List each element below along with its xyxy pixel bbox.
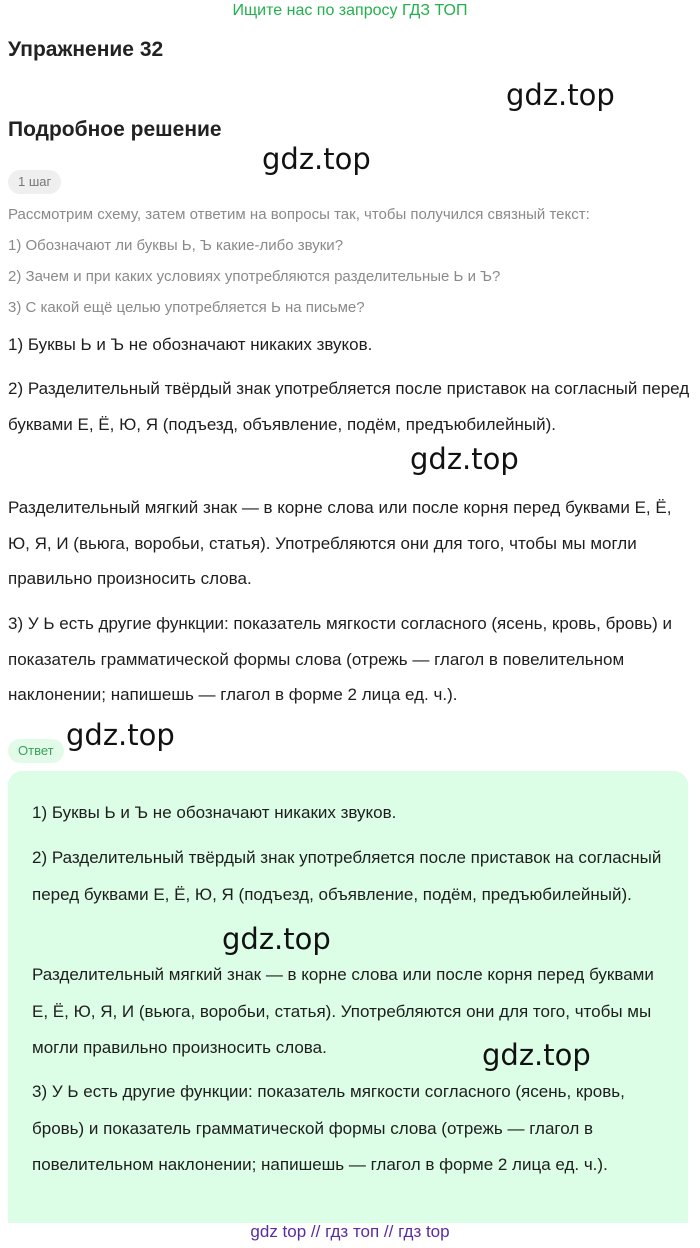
task-intro: Рассмотрим схему, затем ответим на вопросы так, чтобы получился связный текст: [8,206,590,223]
solution-paragraph-4: 3) У Ь есть другие функции: показатель мягкости согласного (ясень, кровь, бровь) и показатель грамматической формы слова (отрежь — глагол в повелительном наклонении; напишешь — глагол в форме 2 лица ед. ч.). [8,614,672,704]
watermark: gdz.top [506,78,615,112]
exercise-title: Упражнение 32 [8,38,164,61]
watermark: gdz.top [410,442,519,476]
answer-paragraph-2: 2) Разделительный твёрдый знак употребляется после приставок на согласный перед буквами Е, Ё, Ю, Я (подъезд, объявление, подём, предъюбилейный). [32,848,662,904]
answer-badge: Ответ [8,739,64,763]
answer-paragraph-1: 1) Буквы Ь и Ъ не обозначают никаких звуков. [32,803,397,822]
watermark: gdz.top [262,142,371,176]
task-question-3: 3) С какой ещё целью употребляется Ь на письме? [8,299,365,316]
step-badge: 1 шаг [8,170,61,194]
answer-paragraph-4: 3) У Ь есть другие функции: показатель мягкости согласного (ясень, кровь, бровь) и показатель грамматической формы слова (отрежь — глагол в повелительном наклонении; напишешь — глагол в форме 2 лица ед. ч.). [32,1082,625,1174]
watermark: gdz.top [66,718,175,752]
top-banner[interactable]: Ищите нас по запросу ГДЗ ТОП [232,2,468,19]
watermark: gdz.top [482,1038,591,1072]
solution-paragraph-3: Разделительный мягкий знак — в корне слова или после корня перед буквами Е, Ё, Ю, Я, И (вьюга, воробьи, статья). Употребляются они для того, чтобы мы могли правильно произносить слова. [8,498,672,588]
task-question-1: 1) Обозначают ли буквы Ь, Ъ какие-либо звуки? [8,237,344,254]
watermark: gdz.top [222,922,331,956]
solution-paragraph-1: 1) Буквы Ь и Ъ не обозначают никаких звуков. [8,335,373,354]
solution-paragraph-2: 2) Разделительный твёрдый знак употребляется после приставок на согласный перед буквами Е, Ё, Ю, Я (подъезд, объявление, подём, предъюбилейный). [8,379,690,434]
section-title: Подробное решение [8,118,222,141]
answer-paragraph-3: Разделительный мягкий знак — в корне слова или после корня перед буквами Е, Ё, Ю, Я, И (вьюга, воробьи, статья). Употребляются они для того, чтобы мы могли правильно произносить слова. [32,965,654,1057]
footer-links[interactable]: gdz top // гдз топ // гдз top [250,1222,450,1241]
task-question-2: 2) Зачем и при каких условиях употребляются разделительные Ь и Ъ? [8,268,501,285]
